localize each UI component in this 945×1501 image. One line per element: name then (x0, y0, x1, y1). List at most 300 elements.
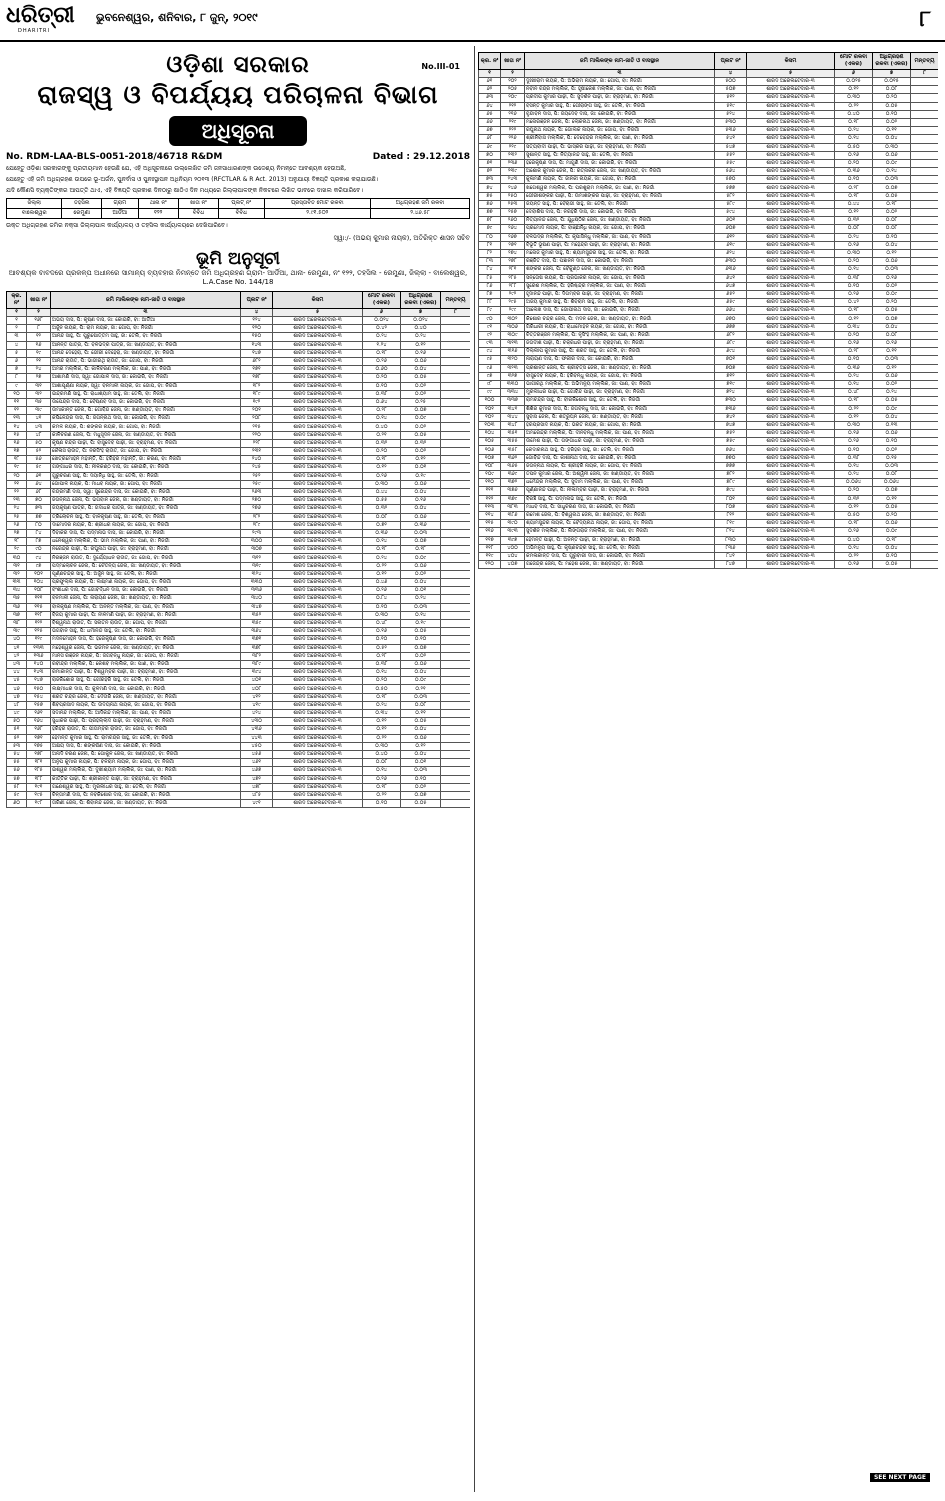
remarks-cell (441, 718, 471, 726)
khata-cell: ୮୦ (27, 521, 51, 529)
owner-cell: ବୃନ୍ଦାବନ ଦାସ, ପି: ଜୟଦେବ ଦାସ, ଜା: କୋଇରି, ବା: ନିଜଗାଁ (525, 110, 715, 118)
plot-cell: ୬୭୦ (715, 315, 747, 323)
khata-cell: ୪୧ (27, 415, 51, 423)
serial-cell: ୧୪ (7, 423, 27, 431)
remarks-cell (911, 159, 939, 167)
remarks-cell (911, 364, 939, 372)
total-area-cell: ୦.୨୪ (835, 233, 873, 241)
total-area-cell: ୦.୦୬୪ (835, 479, 873, 487)
table-row (7, 685, 471, 693)
remarks-cell (441, 456, 471, 464)
total-area-cell: ୦.୫୫ (363, 497, 401, 505)
remarks-cell (441, 357, 471, 365)
owner-cell: ପୂର୍ଣ୍ଣଚନ୍ଦ୍ର ସାହୁ, ପି: ଅର୍ଜୁନ ସାହୁ, ଜା: ତେଲି, ବା: ନିଜଗାଁ (51, 570, 241, 578)
acquired-area-cell: ୦.୦୯ (401, 415, 441, 423)
khata-cell: ୨୫୩ (501, 200, 525, 208)
owner-cell: ଗଜେନ୍ଦ୍ର ଜେନା, ପି: ମହେଶ ଜେନା, ଜା: ଖଣ୍ଡାୟତ, ବା: ନିଜଗାଁ (525, 561, 715, 569)
remarks-cell (911, 249, 939, 257)
table-row (7, 448, 471, 456)
khata-cell: ୩୫୫ (501, 438, 525, 446)
remarks-cell (441, 579, 471, 587)
acquired-area-cell: ୦.୩୬ (401, 521, 441, 529)
owner-cell: ତାରିଣୀ ଜେନା, ପି: ଶିବାନନ୍ଦ ଜେନା, ଜା: ଖଣ୍ଡାୟତ, ବା: ନିଜଗାଁ (51, 800, 241, 808)
khata-cell: ୨୨୨ (501, 127, 525, 135)
kisam-cell: ଶାରଦ ଅରେଲଟେଦାର-୩ (273, 357, 363, 365)
total-area-cell: ୦.୩୦ (363, 480, 401, 488)
kisam-cell: ଶାରଦ ଅରେଲଟେଦାର-୩ (273, 521, 363, 529)
khata-cell: ୨୭ (27, 374, 51, 382)
plot-cell: ୪୧୯ (241, 701, 273, 709)
owner-cell: ସଦାନନ୍ଦ ମଲ୍ଲିକ, ପି: ଆଦିକନ୍ଦ ମଲ୍ଲିକ, ଜା: ପାଣ, ବା: ନିଜଗାଁ (51, 710, 241, 718)
owner-cell: ବନମାଳୀ ଜେନା, ପି: ନାରାୟଣ ଜେନା, ଜା: ଖଣ୍ଡାୟତ, ବା: ନିଜଗାଁ (51, 595, 241, 603)
remarks-cell (911, 356, 939, 364)
kisam-cell: ଶାରଦ ଅରେଲଟେଦାର-୩ (273, 431, 363, 439)
serial-cell: ୪୯ (7, 710, 27, 718)
acquired-area-cell: ୦.୦୨ (873, 380, 911, 388)
table-row (479, 536, 939, 544)
plot-cell: ୬୩୬ (715, 266, 747, 274)
serial-cell: ୧୧୭ (479, 536, 501, 544)
khata-cell: ୨୧୯ (501, 118, 525, 126)
table-row (479, 94, 939, 102)
total-area-cell: ୦.୨୬ (363, 775, 401, 783)
notice-paragraph: ଉକ୍ତ ଅଧିଗ୍ରହଣ ଜମିର ନକ୍ସା ଜିଲ୍ଲାପାଳ କାର୍ଯ୍ୟାଳୟ ଓ ତହସିଲ କାର୍ଯ୍ୟାଳୟରେ ଦେଖିପାରିବେ। (6, 222, 228, 229)
serial-cell: ୧୧୦ (479, 479, 501, 487)
table-row (479, 421, 939, 429)
owner-cell: ଚିନ୍ତାମଣି ଦାସ, ପି: ନବକିଶୋର ଦାସ, ଜା: କୋଇରି, ବା: ନିଜଗାଁ (51, 791, 241, 799)
remarks-cell (441, 685, 471, 693)
serial-cell: ୧୩ (7, 415, 27, 423)
serial-cell: ୪୨ (7, 652, 27, 660)
owner-cell: ଗିରିଧାରୀ ନାୟକ, ପି: ରାଧାମୋହନ ନାୟକ, ଜା: ଗୋପ, ବା: ନିଜଗାଁ (525, 323, 715, 331)
plot-cell: ୨୧୫ (241, 423, 273, 431)
column-header: ଜମି ମାଲିକଙ୍କ ନାମ-ଜାତି ଓ ବାସସ୍ଥାନ (525, 53, 715, 70)
remarks-cell (441, 390, 471, 398)
table-row (479, 552, 939, 560)
serial-cell: ୨୬ (7, 521, 27, 529)
remarks-cell (441, 505, 471, 513)
total-area-cell: ୦.୪୦ (835, 536, 873, 544)
remarks-cell (441, 374, 471, 382)
plot-cell: ୬୧୯ (715, 241, 747, 249)
owner-cell: ନରେନ୍ଦ୍ର ପାଢ଼ୀ, ପି: ରଘୁନାଥ ପାଢ଼ୀ, ଜା: ବ୍ରାହ୍ମଣ, ବା: ନିଜଗାଁ (51, 546, 241, 554)
remarks-cell (911, 225, 939, 233)
owner-cell: ରବୀନ୍ଦ୍ର ମଲ୍ଲିକ, ପି: କେଶବ ମଲ୍ଲିକ, ଜା: ପାଣ, ବା: ନିଜଗାଁ (51, 660, 241, 668)
kisam-cell: ଶାରଦ ଅରେଲଟେଦାର-୩ (273, 718, 363, 726)
remarks-cell (911, 421, 939, 429)
khata-cell: ୧୫୪ (27, 693, 51, 701)
acquired-area-cell: ୦.୧୮ (401, 546, 441, 554)
remarks-cell (441, 775, 471, 783)
kisam-cell: ଶାରଦ ଅରେଲଟେଦାର-୩ (747, 192, 835, 200)
owner-cell: ଇନ୍ଦ୍ରମଣି ସାହୁ, ପି: ରାଧାଶ୍ୟାମ ସାହୁ, ଜା: ତେଲି, ବା: ନିଜଗାଁ (51, 390, 241, 398)
table-row (479, 511, 939, 519)
owner-cell: ବାଳକୃଷ୍ଣ ମଲ୍ଲିକ, ପି: ଅନନ୍ତ ମଲ୍ଲିକ, ଜା: ପାଣ, ବା: ନିଜଗାଁ (51, 603, 241, 611)
total-area-cell: ୦.୧୪ (835, 135, 873, 143)
khata-cell: ୨୯୨ (501, 290, 525, 298)
acquired-area-cell: ୦.୦୨ (401, 652, 441, 660)
table-row (7, 423, 471, 431)
total-area-cell: ୦.୬୦ (363, 366, 401, 374)
kisam-cell: ଶାରଦ ଅରେଲଟେଦାର-୩ (273, 488, 363, 496)
table-row (7, 521, 471, 529)
owner-cell: ବସନ୍ତ କୁମାର ସାହୁ, ପି: ଗୌରାଙ୍ଗ ସାହୁ, ଜା: ତେଲି, ବା: ନିଜଗାଁ (525, 102, 715, 110)
table-row (7, 775, 471, 783)
table-row (7, 644, 471, 652)
plot-cell: ୫୮୯ (715, 200, 747, 208)
total-area-cell: ୦.୧୨ (363, 718, 401, 726)
kisam-cell: ଶାରଦ ଅରେଲଟେଦାର-୩ (273, 636, 363, 644)
serial-cell: ୪୪ (7, 669, 27, 677)
owner-cell: ମୁରଲୀଧର ପାଢ଼ୀ, ପି: ଗୋବିନ୍ଦ ପାଢ଼ୀ, ଜା: ବ୍ରାହ୍ମଣ, ବା: ନିଜଗାଁ (525, 389, 715, 397)
table-row (7, 529, 471, 537)
acquired-area-cell: ୦.୦୪ (873, 413, 911, 421)
remarks-cell (911, 290, 939, 298)
table-row (7, 734, 471, 742)
remarks-cell (911, 454, 939, 462)
table-row (479, 413, 939, 421)
remarks-cell (911, 241, 939, 249)
table-row (7, 587, 471, 595)
summary-cell: ପ୍ରସ୍ତାବିତ ମୋଟ ରକବା (264, 199, 371, 209)
remarks-cell (911, 552, 939, 560)
acquired-area-cell: ୦.୨୪ (401, 595, 441, 603)
remarks-cell (441, 726, 471, 734)
plot-cell: ୧୮୨ (241, 382, 273, 390)
table-row (479, 184, 939, 192)
acquired-area-cell: ୦.୦୨ (401, 382, 441, 390)
remarks-cell (911, 380, 939, 388)
owner-cell: ଜଗଦୀଶ ପାଢ଼ୀ, ପି: ଚକ୍ରଧର ପାଢ଼ୀ, ଜା: ବ୍ରାହ୍ମଣ, ବା: ନିଜଗାଁ (525, 340, 715, 348)
remarks-cell (441, 333, 471, 341)
column-index: ୬ (835, 70, 873, 78)
acquired-area-cell: ୦.୦୬ (873, 430, 911, 438)
column-header: ଅଧିଗ୍ରହଣ ରକବା (ଏକର) (873, 53, 911, 70)
total-area-cell: ୦.୨୨ (363, 734, 401, 742)
owner-cell: କମଳାକାନ୍ତ ଦାସ, ପି: ଗୁରୁବାରୀ ଦାସ, ଜା: କୋଇରି, ବା: ନିଜଗାଁ (525, 552, 715, 560)
table-row (479, 225, 939, 233)
remarks-cell (911, 511, 939, 519)
plot-cell: ୧୭୮ (241, 374, 273, 382)
acquired-area-cell: ୦.୦୨ (401, 390, 441, 398)
serial-cell: ୧୧୪ (479, 511, 501, 519)
owner-cell: କାର୍ତ୍ତିକ ପାଢ଼ୀ, ପି: ଶ୍ରୀକାନ୍ତ ପାଢ଼ୀ, ଜା: ବ୍ରାହ୍ମଣ, ବା: ନିଜଗାଁ (51, 775, 241, 783)
plot-cell: ୪୬୭ (241, 767, 273, 775)
remarks-cell (911, 168, 939, 176)
total-area-cell: ୦.୪୨ (363, 325, 401, 333)
serial-cell: ୬୮ (479, 135, 501, 143)
serial-cell: ୨ (7, 325, 27, 333)
serial-cell: ୪୧ (7, 644, 27, 652)
khata-cell: ୧୪୦ (27, 660, 51, 668)
acquired-area-cell: ୦.୦୧ (401, 759, 441, 767)
kisam-cell: ଶାରଦ ଅରେଲଟେଦାର-୩ (273, 529, 363, 537)
remarks-cell (441, 398, 471, 406)
khata-cell: ୨୮୧ (501, 266, 525, 274)
serial-cell: ୬୬ (479, 118, 501, 126)
owner-cell: ବିଶ୍ୱନାଥ ରାଉତ, ପି: ସନାତନ ରାଉତ, ଜା: ଗୋପ, ବା: ନିଜଗାଁ (51, 619, 241, 627)
kisam-cell: ଶାରଦ ଅରେଲଟେଦାର-୩ (273, 448, 363, 456)
plot-cell: ୭୩୦ (715, 397, 747, 405)
acquired-area-cell: ୦.୦୮ (873, 225, 911, 233)
serial-cell: ୩୯ (7, 628, 27, 636)
kisam-cell: ଶାରଦ ଅରେଲଟେଦାର-୩ (273, 734, 363, 742)
serial-cell: ୭୬ (479, 200, 501, 208)
remarks-cell (911, 487, 939, 495)
acquired-area-cell: ୦.୦୬ (873, 258, 911, 266)
table-row (7, 677, 471, 685)
plot-cell: ୭୭୭ (715, 462, 747, 470)
remarks-cell (441, 628, 471, 636)
acquired-area-cell: ୦.୦୯ (401, 554, 441, 562)
serial-cell: ୯୮ (479, 380, 501, 388)
kisam-cell: ଶାରଦ ଅରେଲଟେଦାର-୩ (273, 579, 363, 587)
owner-cell: ମହେଶ୍ୱର ଜେନା, ପି: ଭଜମନ ଜେନା, ଜା: ଖଣ୍ଡାୟତ, ବା: ନିଜଗାଁ (51, 644, 241, 652)
khata-cell: ୧୯୮ (27, 800, 51, 808)
total-area-cell: ୦.୧୦ (835, 176, 873, 184)
kisam-cell: ଶାରଦ ଅରେଲଟେଦାର-୩ (747, 487, 835, 495)
owner-cell: ପ୍ରଫୁଲ୍ଲ ନାୟକ, ପି: ଲକ୍ଷ୍ମଣ ନାୟକ, ଜା: ଗୋପ, ବା: ନିଜଗାଁ (51, 579, 241, 587)
serial-cell: ୯୫ (479, 356, 501, 364)
acquired-area-cell: ୦.୦୫ (401, 431, 441, 439)
acquired-area-cell: ୦.୦୩ (401, 767, 441, 775)
khata-cell: ୨୯୫ (501, 299, 525, 307)
total-area-cell: ୦.୨୦ (835, 258, 873, 266)
remarks-cell (911, 102, 939, 110)
owner-cell: ଅମରେନ୍ଦ୍ର ମଲ୍ଲିକ, ପି: ଦୀନବନ୍ଧୁ ମଲ୍ଲିକ, ଜା: ପାଣ, ବା: ନିଜଗାଁ (525, 430, 715, 438)
remarks-cell (911, 544, 939, 552)
kisam-cell: ଶାରଦ ଅରେଲଟେଦାର-୩ (273, 603, 363, 611)
table-row (7, 497, 471, 505)
table-row (7, 611, 471, 619)
remarks-cell (441, 546, 471, 554)
kisam-cell: ଶାରଦ ଅରେଲଟେଦାର-୩ (273, 693, 363, 701)
serial-cell: ୧୭ (7, 448, 27, 456)
remarks-cell (441, 611, 471, 619)
serial-cell: ୮୧ (479, 241, 501, 249)
remarks-cell (441, 570, 471, 578)
remarks-cell (911, 266, 939, 274)
serial-cell: ୮୫ (479, 274, 501, 282)
serial-cell: ୩୪ (7, 587, 27, 595)
remarks-cell (441, 415, 471, 423)
total-area-cell: ୦.୨୬ (363, 587, 401, 595)
table-row (7, 619, 471, 627)
table-row (7, 456, 471, 464)
acquired-area-cell: ୦.୦୨ (873, 282, 911, 290)
serial-cell: ୧୯ (7, 464, 27, 472)
serial-cell: ୧୧୨ (479, 495, 501, 503)
plot-cell: ୨୦୧ (241, 407, 273, 415)
owner-cell: କାଳିଚରଣ ଜେନା, ପି: ମଧୁସୂଦନ ଜେନା, ଜା: ଖଣ୍ଡାୟତ, ବା: ନିଜଗାଁ (51, 431, 241, 439)
remarks-cell (441, 538, 471, 546)
owner-cell: ସୁଶାନ୍ତ ସାହୁ, ପି: ନିତ୍ୟାନନ୍ଦ ସାହୁ, ଜା: ତେଲି, ବା: ନିଜଗାଁ (525, 151, 715, 159)
owner-cell: ଦିବାକର ଦାସ, ପି: ପଦ୍ମନାଭ ଦାସ, ଜା: କୋଇରି, ବା: ନିଜଗାଁ (51, 529, 241, 537)
serial-cell: ୬୧ (479, 78, 501, 86)
serial-cell: ୨୦ (7, 472, 27, 480)
kisam-cell: ଶାରଦ ଅରେଲଟେଦାର-୩ (747, 323, 835, 331)
total-area-cell: ୦.୫୦ (835, 511, 873, 519)
table-row (479, 249, 939, 257)
summary-cell: ୧୨୨ (138, 209, 178, 219)
khata-cell: ୩୨ (27, 390, 51, 398)
khata-cell: ୩୪୮ (501, 421, 525, 429)
owner-cell: ଜୟକୃଷ୍ଣ ପାତ୍ର, ପି: ଗଦାଧର ପାତ୍ର, ଜା: ଖଣ୍ଡାୟତ, ବା: ନିଜଗାଁ (51, 505, 241, 513)
serial-cell: ୫୨ (7, 734, 27, 742)
kisam-cell: ଶାରଦ ଅରେଲଟେଦାର-୩ (273, 791, 363, 799)
kisam-cell: ଶାରଦ ଅରେଲଟେଦାର-୩ (747, 290, 835, 298)
plot-cell: ୫୫୨ (715, 151, 747, 159)
kisam-cell: ଶାରଦ ଅରେଲଟେଦାର-୩ (273, 349, 363, 357)
remarks-cell (911, 94, 939, 102)
kisam-cell: ଶାରଦ ଅରେଲଟେଦାର-୩ (273, 382, 363, 390)
plot-cell: ୪୩୦ (241, 718, 273, 726)
serial-cell: ୧୫ (7, 431, 27, 439)
kisam-cell: ଶାରଦ ଅରେଲଟେଦାର-୩ (747, 135, 835, 143)
khata-cell: ୧୪୩ (27, 669, 51, 677)
table-row (7, 767, 471, 775)
remarks-cell (911, 110, 939, 118)
acquired-area-cell: ୦.୩୦ (873, 143, 911, 151)
remarks-cell (441, 791, 471, 799)
total-area-cell: ୦.୧୨ (835, 209, 873, 217)
plot-cell: ୨୫୯ (241, 480, 273, 488)
serial-cell: ୮୪ (479, 266, 501, 274)
total-area-cell: ୦.୨୬ (835, 528, 873, 536)
table-row (7, 660, 471, 668)
column-header: ଅଧିଗ୍ରହଣ ରକବା (ଏକର) (401, 292, 441, 309)
khata-cell: ୧୮୮ (27, 775, 51, 783)
khata-cell: ୨୭୪ (501, 249, 525, 257)
plot-cell: ୪୮୫ (241, 791, 273, 799)
plot-cell: ୪୦୮ (241, 685, 273, 693)
total-area-cell: ୦.୨୦ (363, 374, 401, 382)
kisam-cell: ଶାରଦ ଅରେଲଟେଦାର-୩ (747, 454, 835, 462)
khata-cell: ୨୭୮ (501, 258, 525, 266)
table-row (7, 562, 471, 570)
total-area-cell: ୦.୧୨ (363, 726, 401, 734)
khata-cell: ୨୯୯ (501, 307, 525, 315)
remarks-cell (911, 438, 939, 446)
total-area-cell: ୦.୧୨ (363, 570, 401, 578)
remarks-cell (911, 258, 939, 266)
table-row (7, 505, 471, 513)
summary-cell: ଆର୍ଡିଆ (102, 209, 138, 219)
plot-cell: ୫୮୨ (715, 192, 747, 200)
serial-cell: ୩୩ (7, 579, 27, 587)
acquired-area-cell: ୦.୨୧ (401, 685, 441, 693)
column-header: କିସମ (273, 292, 363, 309)
khata-cell: ୧୩୬ (27, 652, 51, 660)
kisam-cell: ଶାରଦ ଅରେଲଟେଦାର-୩ (273, 538, 363, 546)
kisam-cell: ଶାରଦ ଅରେଲଟେଦାର-୩ (747, 446, 835, 454)
acquired-area-cell: ୦.୦୫ (873, 307, 911, 315)
column-header: ଜମି ମାଲିକଙ୍କ ନାମ-ଜାତି ଓ ବାସସ୍ଥାନ (51, 292, 241, 309)
kisam-cell: ଶାରଦ ଅରେଲଟେଦାର-୩ (273, 317, 363, 325)
table-row (479, 307, 939, 315)
acquired-area-cell: ୦.୧୮ (873, 536, 911, 544)
total-area-cell: ୦.୧୪ (363, 415, 401, 423)
remarks-cell (441, 554, 471, 562)
total-area-cell: ୦.୧୬ (835, 151, 873, 159)
owner-cell: ଅଶୋକ କୁମାର ଜେନା, ପି: ରତ୍ନାକର ଜେନା, ଜା: ଖଣ୍ଡାୟତ, ବା: ନିଜଗାଁ (525, 168, 715, 176)
khata-cell: ୮୭ (27, 538, 51, 546)
table-body (7, 317, 471, 808)
table-row (479, 78, 939, 86)
owner-cell: ରମେଶ ଜେନା, ପି: ବିଶ୍ୱନାଥ ଜେନା, ଜା: ଖଣ୍ଡାୟତ, ବା: ନିଜଗାଁ (525, 511, 715, 519)
serial-cell: ୮୯ (479, 307, 501, 315)
remarks-cell (911, 462, 939, 470)
owner-cell: ଗଣେଶ୍ୱର ସାହୁ, ପି: ମୁରଲୀଧର ସାହୁ, ଜା: ତେଲି, ବା: ନିଜଗାଁ (51, 783, 241, 791)
plot-cell: ୫୪୧ (715, 135, 747, 143)
table-row (479, 110, 939, 118)
plot-cell: ୩୩୬ (241, 587, 273, 595)
owner-cell: ଆନନ୍ଦ ରାଉତ, ପି: ଭାଗୀରଥି ରାଉତ, ଜା: ଗୋପ, ବା: ନିଜଗାଁ (51, 357, 241, 365)
khata-cell: ୧୭୫ (27, 742, 51, 750)
acquired-area-cell: ୦.୦୫ (873, 561, 911, 569)
remarks-cell (441, 669, 471, 677)
total-area-cell: ୦.୧୬ (835, 430, 873, 438)
table-row (7, 718, 471, 726)
plot-cell: ୭୫୨ (715, 430, 747, 438)
serial-cell: ୯୪ (479, 348, 501, 356)
khata-cell: ୧୨୫ (27, 628, 51, 636)
total-area-cell: ୦.୨୮ (363, 652, 401, 660)
total-area-cell: ୦.୧୮ (363, 349, 401, 357)
table-row (7, 325, 471, 333)
acquired-area-cell: ୦.୦୬ (873, 372, 911, 380)
total-area-cell: ୧.୨୪ (363, 341, 401, 349)
plot-cell: ୨୬୩ (241, 488, 273, 496)
acquired-area-cell: ୦.୦୨ (873, 446, 911, 454)
acquired-area-cell: ୦.୨୪ (873, 389, 911, 397)
total-area-cell: ୦.୨୬ (363, 357, 401, 365)
serial-cell: ୫୫ (7, 759, 27, 767)
serial-cell: ୭୫ (479, 192, 501, 200)
acquired-area-cell: ୦.୧୯ (401, 619, 441, 627)
serial-cell: ୫୩ (7, 742, 27, 750)
kisam-cell: ଶାରଦ ଅରେଲଟେଦାର-୩ (747, 266, 835, 274)
total-area-cell: ୦.୭୨ (363, 521, 401, 529)
plot-cell: ୬୬୪ (715, 307, 747, 315)
column-index-row (7, 309, 471, 317)
plot-cell: ୪୨୪ (241, 710, 273, 718)
table-row (7, 701, 471, 709)
khata-cell: ୩୯ (27, 407, 51, 415)
kisam-cell: ଶାରଦ ଅରେଲଟେଦାର-୩ (747, 200, 835, 208)
remarks-cell (911, 503, 939, 511)
column-index: ୧ (7, 309, 27, 317)
column-index: ୩ (525, 70, 715, 78)
total-area-cell: ୦.୩୦ (835, 249, 873, 257)
khata-cell: ୩୬୨ (501, 454, 525, 462)
plot-cell: ୧୫୦ (241, 333, 273, 341)
khata-cell: ୫୨ (27, 448, 51, 456)
acquired-area-cell: ୦.୧୨ (873, 249, 911, 257)
acquired-area-cell: ୦.୧୨ (401, 456, 441, 464)
total-area-cell: ୦.୧୨ (835, 315, 873, 323)
owner-cell: ଧନେଶ୍ୱର ମଲ୍ଲିକ, ପି: ଭୀମ ମଲ୍ଲିକ, ଜା: ପାଣ, ବା: ନିଜଗାଁ (51, 538, 241, 546)
table-row (479, 356, 939, 364)
khata-cell: ୨୩୨ (501, 151, 525, 159)
owner-cell: ଗୋପାଳ ନାୟକ, ପି: ମାଧବ ନାୟକ, ଜା: ଗୋପ, ବା: ନିଜଗାଁ (51, 480, 241, 488)
plot-cell: ୭୦୭ (715, 364, 747, 372)
khata-cell: ୩୬୫ (501, 462, 525, 470)
table-row (479, 340, 939, 348)
kisam-cell: ଶାରଦ ଅରେଲଟେଦାର-୩ (747, 544, 835, 552)
owner-cell: ଦିଲ୍ଲୀପ କୁମାର ସାହୁ, ପି: ଶରତ ସାହୁ, ଜା: ତେଲି, ବା: ନିଜଗାଁ (525, 348, 715, 356)
table-row (7, 546, 471, 554)
